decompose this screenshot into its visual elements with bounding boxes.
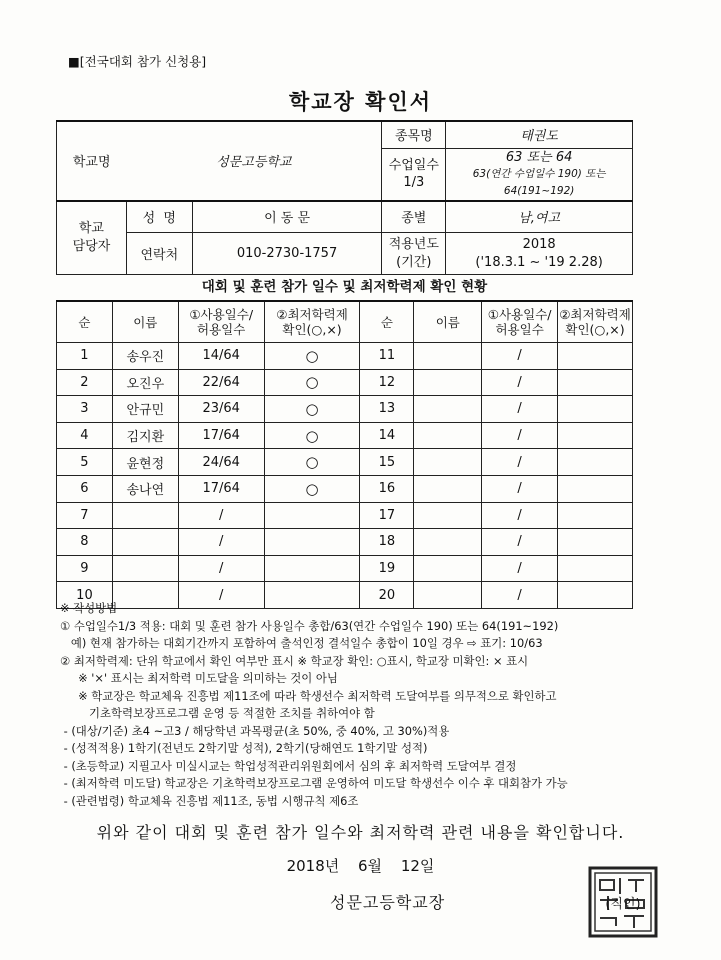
header-days-line1: ①사용일수/: [487, 307, 552, 322]
row-number: 2: [57, 369, 113, 396]
student-name: [414, 369, 482, 396]
class-days-value: [446, 148, 633, 201]
row-number: 16: [360, 475, 414, 502]
note-line: ※ 작성방법: [60, 601, 118, 615]
header-check-line2: 확인(○,×): [282, 322, 342, 337]
page-title: 학교장 확인서: [288, 90, 433, 114]
note-line: 기초학력보장프로그램 운영 등 적절한 조치를 취하여야 함: [60, 706, 375, 720]
days-used: /: [482, 369, 558, 396]
header-days-line2: 허용일수: [197, 322, 246, 337]
class-days-label-line2: 1/3: [403, 175, 425, 190]
class-days-label: [382, 148, 446, 201]
days-used: /: [482, 475, 558, 502]
days-used: /: [178, 529, 264, 556]
days-used: 22/64: [178, 369, 264, 396]
days-used: 17/64: [178, 422, 264, 449]
days-used: /: [482, 396, 558, 423]
academic-check: [264, 502, 360, 529]
year-label: [382, 233, 446, 275]
academic-check: [558, 343, 633, 370]
academic-check: [264, 529, 360, 556]
note-line: ※ '×' 표시는 최저학력 미도달을 의미하는 것이 아님: [60, 671, 338, 685]
days-used: /: [482, 502, 558, 529]
contact-value: 010-2730-1757: [192, 233, 382, 275]
row-number: 18: [360, 529, 414, 556]
days-used: 23/64: [178, 396, 264, 423]
form-type-tag: ■[전국대회 참가 신청용]: [68, 54, 207, 69]
student-name: 윤현정: [112, 449, 178, 476]
academic-check: ○: [264, 369, 360, 396]
year-value-line2: ('18.3.1 ~ '19 2.28): [475, 254, 603, 270]
days-used: /: [482, 449, 558, 476]
row-number: 7: [57, 502, 113, 529]
student-name: [112, 529, 178, 556]
table-row: [57, 475, 633, 502]
student-name: 송우진: [112, 343, 178, 370]
date-month: 6월: [358, 857, 383, 875]
header-days-line2: 허용일수: [495, 322, 544, 337]
gender-label: 종별: [382, 201, 446, 233]
student-name: [112, 502, 178, 529]
student-name: [414, 396, 482, 423]
note-line: - (성적적용) 1학기(전년도 2학기말 성적), 2학기(당해연도 1학기말 성적): [60, 741, 428, 755]
student-name: 김지환: [112, 422, 178, 449]
row-number: 20: [360, 582, 414, 609]
header-check: [558, 301, 633, 343]
official-seal-icon: [588, 866, 658, 938]
student-name: 송나연: [112, 475, 178, 502]
staff-label: [57, 201, 127, 275]
row-number: 14: [360, 422, 414, 449]
class-days-value-line1: 63 또는 64: [505, 149, 573, 165]
days-used: 17/64: [178, 475, 264, 502]
academic-check: [558, 369, 633, 396]
gender-value: 남,여고: [446, 201, 633, 233]
class-days-value-line2: 63(연간 수업일수 190) 또는 64(191~192): [472, 167, 606, 197]
year-value-line1: 2018: [522, 236, 556, 252]
note-line: ※ 학교장은 학교체육 진흥법 제11조에 따라 학생선수 최저학력 도달여부를 의무적으로 확인하고: [60, 688, 557, 703]
table-row: [57, 422, 633, 449]
days-used: 24/64: [178, 449, 264, 476]
table-row: [57, 343, 633, 370]
header-name: 이름: [414, 301, 482, 343]
academic-check: ○: [264, 475, 360, 502]
academic-check: [558, 555, 633, 582]
note-line: 예) 현재 참가하는 대회기간까지 포함하여 출석인정 결석일수 총합이 10일 경우 ⇨ 표기: 10/63: [60, 636, 543, 650]
student-name: [414, 449, 482, 476]
header-days: [178, 301, 264, 343]
header-check: [264, 301, 360, 343]
header-check-line1: ②최저학력제: [276, 307, 348, 322]
seal-label: (직인): [605, 897, 641, 912]
event-value: 태권도: [446, 121, 633, 148]
table-row: [57, 396, 633, 423]
student-name: [414, 422, 482, 449]
header-name: 이름: [112, 301, 178, 343]
row-number: 5: [57, 449, 113, 476]
header-check-line1: ②최저학력제: [559, 307, 631, 322]
academic-check: [558, 422, 633, 449]
note-line: - (대상/기준) 초4 ~고3 / 해당학년 과목평균(초 50%, 중 40%, 고 30%)적용: [60, 723, 450, 738]
row-number: 8: [57, 529, 113, 556]
table-row: [57, 449, 633, 476]
days-used: /: [482, 529, 558, 556]
year-label-line2: (기간): [396, 254, 432, 270]
days-used: /: [482, 343, 558, 370]
table-row: [57, 369, 633, 396]
header-days: [482, 301, 558, 343]
student-name: [414, 502, 482, 529]
row-number: 17: [360, 502, 414, 529]
days-used: /: [178, 582, 264, 609]
header-days-line1: ①사용일수/: [189, 307, 254, 322]
student-name: [414, 343, 482, 370]
confirmation-text: 위와 같이 대회 및 훈련 참가 일수와 최저학력 관련 내용을 확인합니다.: [96, 823, 625, 842]
note-line: - (최저학력 미도달) 학교장은 기초학력보장프로그램 운영하여 미도달 학생선수 이수 후 대회참가 가능: [60, 776, 568, 790]
student-name: [414, 529, 482, 556]
participation-table: [56, 300, 633, 609]
academic-check: ○: [264, 343, 360, 370]
row-number: 19: [360, 555, 414, 582]
academic-check: [264, 555, 360, 582]
section-title: 대회 및 훈련 참가 일수 및 최저학력제 확인 현황: [201, 279, 488, 295]
days-used: /: [178, 555, 264, 582]
table-row: [57, 555, 633, 582]
row-number: 6: [57, 475, 113, 502]
staff-label-line2: 담당자: [72, 238, 111, 254]
row-number: 15: [360, 449, 414, 476]
staff-name-label: 성 명: [126, 201, 192, 233]
note-line: ① 수업일수1/3 적용: 대회 및 훈련 참가 사용일수 총합/63(연간 수업일수 190) 또는 64(191~192): [60, 618, 559, 633]
principal-name: 성문고등학교장: [330, 893, 446, 912]
school-name: 성문고등학교: [126, 121, 382, 201]
student-name: [414, 475, 482, 502]
row-number: 12: [360, 369, 414, 396]
event-label: 종목명: [382, 121, 446, 148]
row-number: 1: [57, 343, 113, 370]
academic-check: ○: [264, 396, 360, 423]
student-name: [112, 555, 178, 582]
table-row: [57, 529, 633, 556]
row-number: 3: [57, 396, 113, 423]
row-number: 4: [57, 422, 113, 449]
date-day: 12일: [400, 857, 435, 875]
student-name: 안규민: [112, 396, 178, 423]
contact-label: 연락처: [126, 233, 192, 275]
instructions: [60, 600, 660, 810]
row-number: 11: [360, 343, 414, 370]
academic-check: [558, 396, 633, 423]
year-label-line1: 적용년도: [388, 236, 439, 252]
days-used: /: [482, 582, 558, 609]
academic-check: ○: [264, 422, 360, 449]
days-used: 14/64: [178, 343, 264, 370]
year-value: [446, 233, 633, 275]
row-number: 9: [57, 555, 113, 582]
row-number: 13: [360, 396, 414, 423]
academic-check: [558, 529, 633, 556]
header-check-line2: 확인(○,×): [565, 322, 625, 337]
days-used: /: [178, 502, 264, 529]
table-header-row: [57, 301, 633, 343]
school-label: 학교명: [57, 121, 127, 201]
note-line: - (관련법령) 학교체육 진흥법 제11조, 동법 시행규칙 제6조: [60, 793, 359, 808]
academic-check: [558, 449, 633, 476]
date-year: 2018년: [286, 857, 340, 875]
row-number: 10: [57, 582, 113, 609]
class-days-label-line1: 수업일수: [388, 158, 439, 173]
note-line: ② 최저학력제: 단위 학교에서 확인 여부만 표시 ※ 학교장 확인: ○표시, 학교장 미확인: × 표시: [60, 653, 529, 668]
academic-check: [558, 502, 633, 529]
note-line: - (초등학교) 지필고사 미실시교는 학업성적관리위원회에서 심의 후 최저학력 도달여부 결정: [60, 758, 517, 773]
days-used: /: [482, 422, 558, 449]
header-no: 순: [360, 301, 414, 343]
staff-name-value: 이 동 문: [192, 201, 382, 233]
table-row: [57, 502, 633, 529]
days-used: /: [482, 555, 558, 582]
student-name: [414, 555, 482, 582]
academic-check: ○: [264, 449, 360, 476]
staff-label-line1: 학교: [78, 220, 104, 236]
school-info-table: [56, 120, 633, 275]
header-no: 순: [57, 301, 113, 343]
student-name: 오진우: [112, 369, 178, 396]
academic-check: [558, 475, 633, 502]
